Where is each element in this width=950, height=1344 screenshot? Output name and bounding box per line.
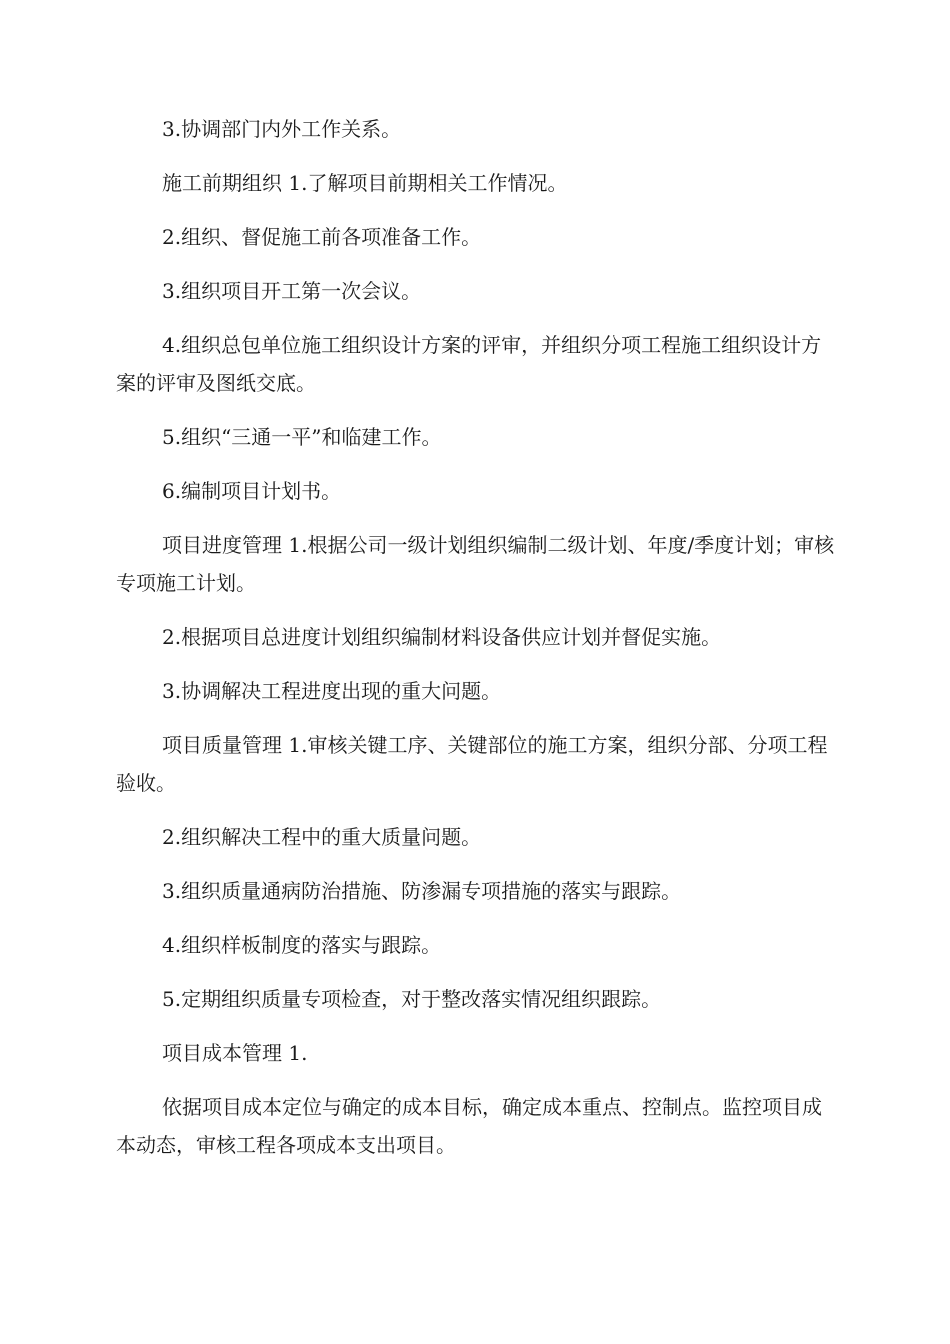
paragraph: 依据项目成本定位与确定的成本目标，确定成本重点、控制点。监控项目成本动态，审核工程各项成本支出项目。 (116, 1095, 822, 1157)
paragraph: 2.组织、督促施工前各项准备工作。 (162, 225, 482, 249)
paragraph: 项目质量管理 1.审核关键工序、关键部位的施工方案，组织分部、分项工程验收。 (116, 733, 828, 795)
paragraph: 3.协调解决工程进度出现的重大问题。 (162, 679, 502, 703)
paragraph: 2.根据项目总进度计划组织编制材料设备供应计划并督促实施。 (162, 625, 722, 649)
paragraph: 4.组织总包单位施工组织设计方案的评审，并组织分项工程施工组织设计方案的评审及图纸交底。 (116, 333, 822, 395)
paragraph: 6.编制项目计划书。 (162, 479, 342, 503)
paragraph: 4.组织样板制度的落实与跟踪。 (162, 933, 442, 957)
paragraph: 3.组织项目开工第一次会议。 (162, 279, 422, 303)
paragraph: 3.协调部门内外工作关系。 (162, 117, 402, 141)
paragraph: 项目成本管理 1. (162, 1041, 308, 1065)
paragraph: 项目进度管理 1.根据公司一级计划组织编制二级计划、年度/季度计划；审核专项施工计划。 (116, 533, 835, 595)
paragraph: 2.组织解决工程中的重大质量问题。 (162, 825, 482, 849)
paragraph: 5.组织“三通一平”和临建工作。 (162, 425, 442, 449)
paragraph: 3.组织质量通病防治措施、防渗漏专项措施的落实与跟踪。 (162, 879, 682, 903)
paragraph: 5.定期组织质量专项检查，对于整改落实情况组织跟踪。 (162, 987, 662, 1011)
document-body (116, 110, 836, 1180)
paragraph: 施工前期组织 1.了解项目前期相关工作情况。 (162, 171, 568, 195)
